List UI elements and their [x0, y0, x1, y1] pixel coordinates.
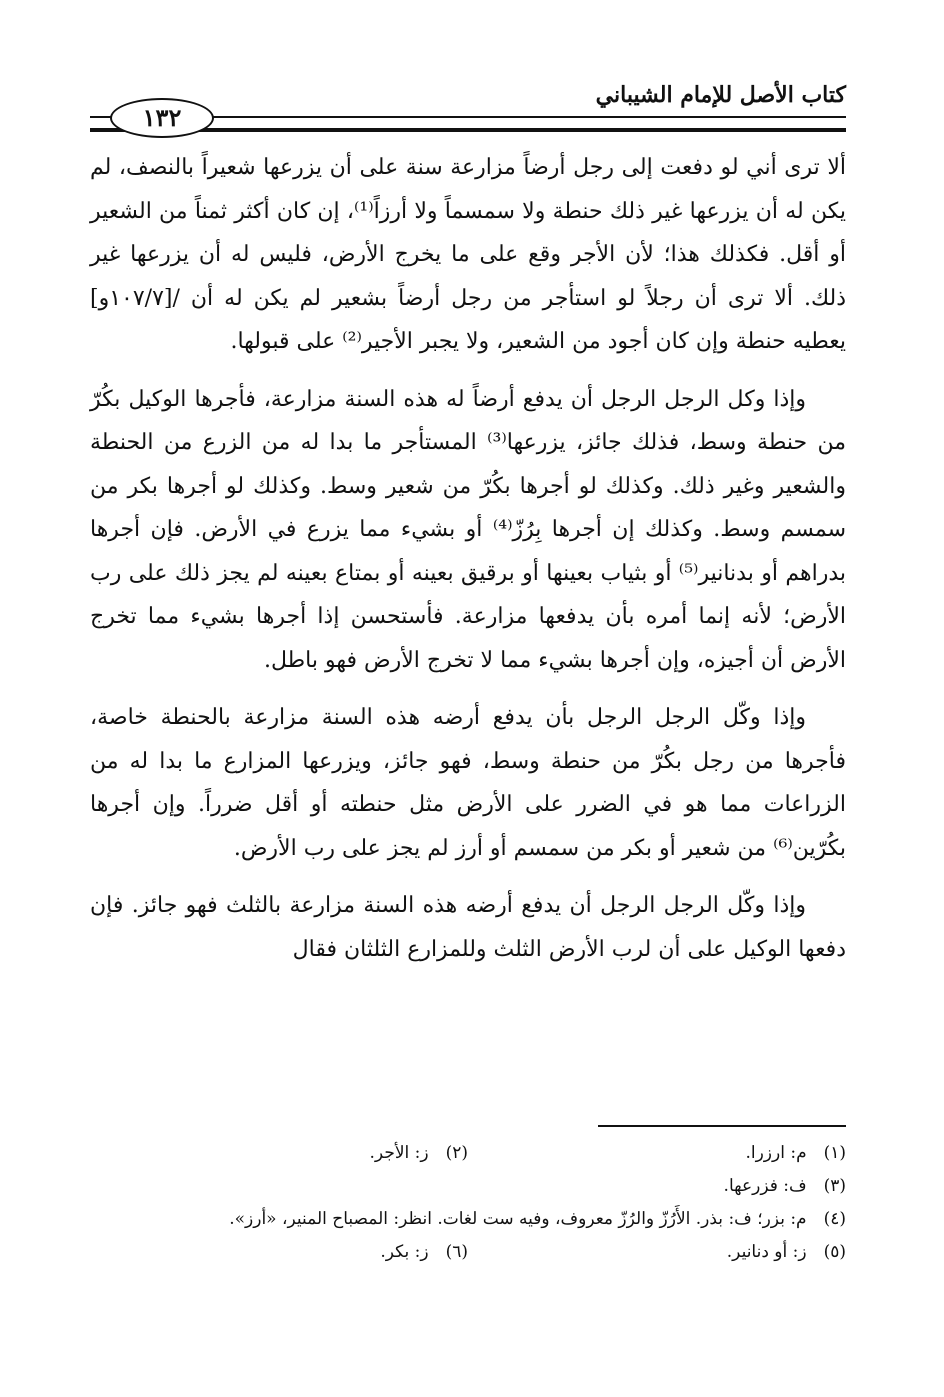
- footnote-number: (٢): [445, 1143, 468, 1163]
- book-page: [90, 80, 846, 1357]
- footnote-number: (٤): [823, 1209, 846, 1229]
- footnote-text: ز: أو دنانير.: [726, 1242, 807, 1262]
- footnote-number: (١): [823, 1143, 846, 1163]
- paragraph: وإذا وكل الرجل الرجل أن يدفع أرضاً له هذه السنة مزارعة، فأجرها الوكيل بكُرّ من حنطة وسط، فذلك جائز، يزرعها⁽³⁾ المستأجر ما بدا له من الزرع من الحنطة والشعير وغير ذلك. وكذلك لو أجرها بكُرّ من شعير وسط. وكذلك لو أجرها بكر من سمسم وسط. وكذلك إن أجرها بِرُزّ⁽⁴⁾ أو بشيء مما يزرع في الأرض. فإن أجرها بدراهم أو بدنانير⁽⁵⁾ أو بثياب بعينها أو برقيق بعينه أو بمتاع بعينه لم يجز ذلك على رب الأرض؛ لأنه إنما أمره بأن يدفعها مزارعة. فأستحسن إذا أجرها بشيء مما تخرج الأرض أن أجيزه، وإن أجرها بشيء مما لا تخرج الأرض فهو باطل.: [90, 386, 847, 673]
- footnote-number: (٦): [445, 1242, 468, 1262]
- footnote-number: (٣): [823, 1176, 846, 1196]
- paragraph: وإذا وكّل الرجل الرجل بأن يدفع أرضه هذه السنة مزارعة بالحنطة خاصة، فأجرها من رجل بكُرّ من حنطة وسط، فهو جائز، ويزرعها المزارع ما بدا له من الزراعات مما هو في الضرر على الأرض مثل حنطته أو أقل ضرراً. وإن أجرها بكُرّين⁽⁶⁾ من شعير أو بكر من سمسم أو أرز لم يجز على رب الأرض.: [90, 705, 846, 861]
- footnote-text: م: بزر؛ ف: بذر. الأَرُزّ والرُزّ معروف، وفيه ست لغات. انظر: المصباح المنير، «أرز».: [229, 1209, 807, 1229]
- footnote-text: ف: فزرعها.: [723, 1176, 807, 1196]
- main-text: [90, 146, 846, 971]
- footnote-text: ز: الأجر.: [369, 1143, 429, 1163]
- page-header: [90, 80, 846, 136]
- footnote-number: (٥): [823, 1242, 846, 1262]
- footnote-text: م: ارزرا.: [745, 1143, 807, 1163]
- paragraph: ألا ترى أني لو دفعت إلى رجل أرضاً مزارعة سنة على أن يزرعها شعيراً بالنصف، لم يكن له أن يزرعها غير ذلك حنطة ولا سمسماً ولا أرزاً⁽¹⁾، إن كان أكثر ثمناً من الشعير أو أقل. فكذلك هذا؛ لأن الأجر وقع على ما يخرج الأرض، فليس له أن يزرعها غير ذلك. ألا ترى أن رجلاً لو استأجر من رجل أرضاً بشعير لم يكن له أن /[١٠٧/٧و] يعطيه حنطة وإن كان أجود من الشعير، ولا يجبر الأجير⁽²⁾ على قبولها.: [90, 155, 847, 354]
- footnote-text: ز: بكر.: [380, 1242, 429, 1262]
- book-title: كتاب الأصل للإمام الشيباني: [595, 82, 846, 108]
- paragraph: وإذا وكّل الرجل الرجل أن يدفع أرضه هذه السنة مزارعة بالثلث فهو جائز. فإن دفعها الوكيل على أن لرب الأرض الثلث وللمزارع الثلثان فقال: [90, 893, 846, 962]
- page-number: ١٣٢: [110, 98, 214, 138]
